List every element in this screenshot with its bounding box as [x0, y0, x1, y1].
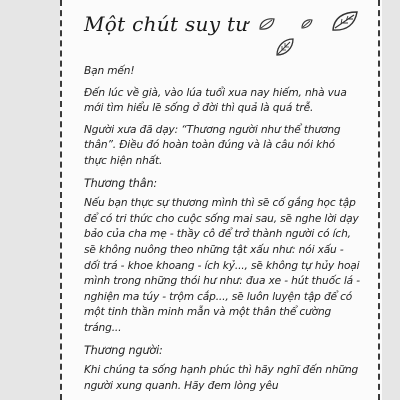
greeting: Bạn mến! — [84, 65, 135, 77]
paragraph: Đến lúc về già, vào lúa tuổi xua nay hiếm, nhà vua mới tìm hiểu lẽ sống ở đời thì quả là quá trễ. — [84, 86, 347, 115]
leaf-outline-icon — [258, 16, 276, 32]
dashed-border-left — [60, 0, 62, 400]
page-title: Một chút suy tư — [84, 12, 249, 36]
leaf-outline-icon — [300, 18, 314, 30]
section-text: Nếu bạn thực sự thương mình thì sẽ cố gắng học tập để có tri thức cho cuộc sống mai sau, sẽ nghe lời dạy bảo của cha mẹ - thầy cô để trở thành người có ích, sẽ không nuông theo những tật xấu như: nói xấu - dối trá - khoe khoang - ích kỷ..., sẽ không tự hủy hoại mình trong những thói hư như: đua xe - hút thuốc lá - nghiện ma túy - trộm cắp..., sẽ luôn luyện tập để có một tinh thần minh mẫn và một thân thể cường tráng... — [84, 197, 360, 334]
leaf-icon — [330, 8, 360, 34]
letter-content — [84, 64, 360, 400]
paragraph: Người xưa đã dạy: “Thương người như thể thương thân”. Điều đó hoàn toàn đúng và là câu nói khó thực hiện nhất. — [84, 123, 341, 167]
section-heading: Thương người: — [84, 343, 163, 357]
section-heading: Thương thân: — [84, 176, 158, 190]
section-text: Khi chúng ta sống hạnh phúc thì hãy nghĩ đến những người xung quanh. Hãy đem lòng yêu — [84, 364, 359, 392]
dashed-border-right — [378, 0, 380, 400]
leaf-icon — [274, 36, 296, 58]
